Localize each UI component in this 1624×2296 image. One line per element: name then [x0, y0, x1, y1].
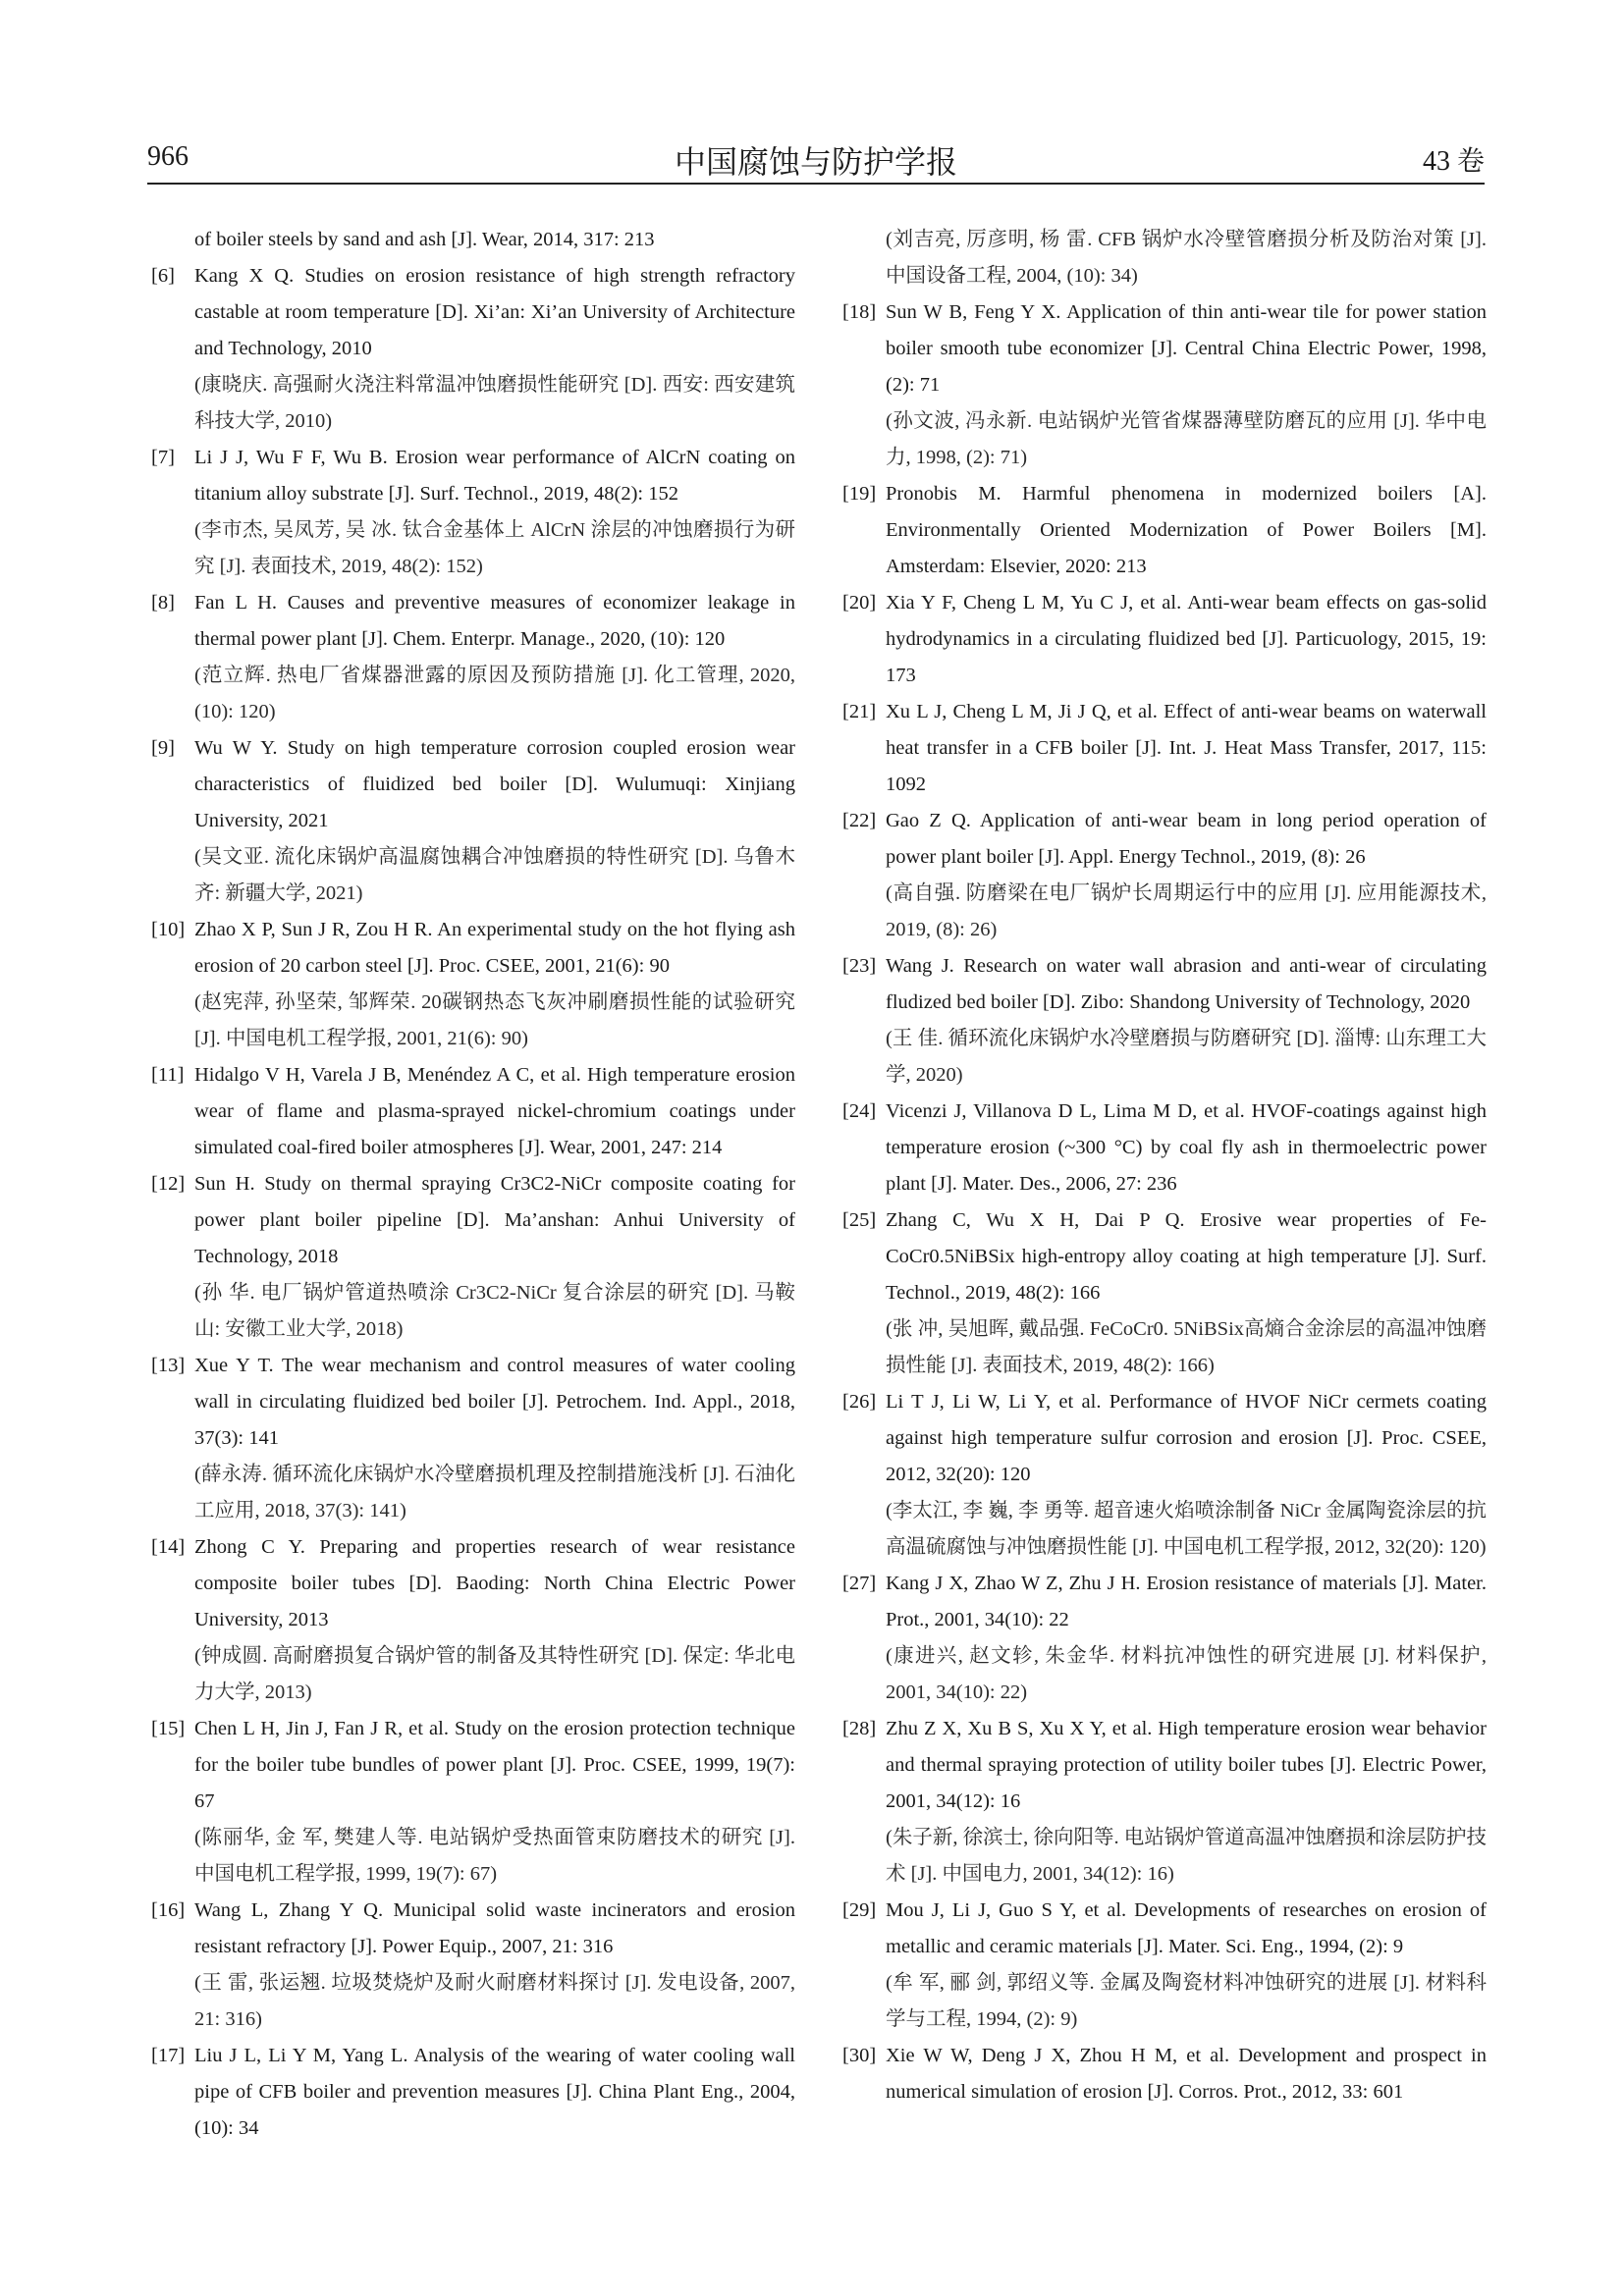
reference-number: [13] — [151, 1355, 186, 1376]
reference-chinese-text: (康晓庆. 高强耐火浇注料常温冲蚀磨损性能研究 [D]. 西安: 西安建筑科技大学, 2010) — [194, 374, 795, 432]
reference-item — [842, 1566, 1487, 1711]
reference-item — [842, 1711, 1487, 1893]
reference-english-text: Xie W W, Deng J X, Zhou H M, et al. Development and prospect in numerical simulation of erosion [J]. Corros. Prot., 2012, 33: 601 — [886, 2045, 1487, 2103]
reference-number: [28] — [842, 1718, 877, 1739]
reference-number: [10] — [151, 919, 186, 940]
reference-number: [12] — [151, 1173, 186, 1195]
reference-item — [842, 2038, 1487, 2110]
reference-chinese-text: (朱子新, 徐滨士, 徐向阳等. 电站锅炉管道高温冲蚀磨损和涂层防护技术 [J]. 中国电力, 2001, 34(12): 16) — [886, 1827, 1487, 1885]
reference-number: [15] — [151, 1718, 186, 1739]
reference-english-text: Zhu Z X, Xu B S, Xu X Y, et al. High temperature erosion wear behavior and thermal spraying protection of utility boiler tubes [J]. Electric Power, 2001, 34(12): 16 — [886, 1718, 1487, 1812]
page-header — [147, 135, 1485, 185]
reference-english-text: Fan L H. Causes and preventive measures of economizer leakage in thermal power plant [J]. Chem. Enterpr. Manage., 2020, (10): 120 — [194, 592, 795, 650]
reference-english-text: Li T J, Li W, Li Y, et al. Performance of HVOF NiCr cermets coating against high temperature sulfur corrosion and erosion [J]. Proc. CSEE, 2012, 32(20): 120 — [886, 1391, 1487, 1485]
reference-number: [16] — [151, 1899, 186, 1921]
reference-number: [21] — [842, 701, 877, 722]
reference-number: [11] — [151, 1064, 185, 1086]
reference-item — [151, 440, 795, 585]
reference-item — [842, 585, 1487, 694]
reference-number: [23] — [842, 955, 877, 977]
reference-item — [842, 222, 1487, 294]
reference-number: [24] — [842, 1100, 877, 1122]
reference-number: [22] — [842, 810, 877, 831]
reference-english-text: of boiler steels by sand and ash [J]. Wear, 2014, 317: 213 — [194, 229, 655, 250]
reference-english-text: Zhang C, Wu X H, Dai P Q. Erosive wear properties of Fe-CoCr0.5NiBSix high-entropy alloy coating at high temperature [J]. Surf. Technol., 2019, 48(2): 166 — [886, 1209, 1487, 1304]
reference-english-text: Sun H. Study on thermal spraying Cr3C2-NiCr composite coating for power plant boiler pipeline [D]. Ma’anshan: Anhui University of Technology, 2018 — [194, 1173, 795, 1267]
reference-english-text: Zhong C Y. Preparing and properties research of wear resistance composite boiler tubes [D]. Baoding: North China Electric Power University, 2013 — [194, 1536, 795, 1630]
reference-item — [842, 294, 1487, 476]
reference-english-text: Sun W B, Feng Y X. Application of thin anti-wear tile for power station boiler smooth tube economizer [J]. Central China Electric Power, 1998, (2): 71 — [886, 301, 1487, 396]
reference-chinese-text: (孙文波, 冯永新. 电站锅炉光管省煤器薄壁防磨瓦的应用 [J]. 华中电力, 1998, (2): 71) — [886, 410, 1487, 468]
reference-english-text: Xu L J, Cheng L M, Ji J Q, et al. Effect of anti-wear beams on waterwall heat transfer in a CFB boiler [J]. Int. J. Heat Mass Transfer, 2017, 115: 1092 — [886, 701, 1487, 795]
reference-chinese-text: (陈丽华, 金 军, 樊建人等. 电站锅炉受热面管束防磨技术的研究 [J]. 中国电机工程学报, 1999, 19(7): 67) — [194, 1827, 795, 1885]
reference-english-text: Gao Z Q. Application of anti-wear beam in long period operation of power plant boiler [J]. Appl. Energy Technol., 2019, (8): 26 — [886, 810, 1487, 868]
reference-item — [842, 948, 1487, 1094]
reference-item — [842, 1893, 1487, 2038]
reference-chinese-text: (赵宪萍, 孙坚荣, 邹辉荣. 20碳钢热态飞灰冲刷磨损性能的试验研究 [J]. 中国电机工程学报, 2001, 21(6): 90) — [194, 991, 795, 1049]
reference-chinese-text: (王 雷, 张运翘. 垃圾焚烧炉及耐火耐磨材料探讨 [J]. 发电设备, 2007, 21: 316) — [194, 1972, 795, 2030]
reference-item — [842, 476, 1487, 585]
reference-item — [842, 1094, 1487, 1202]
reference-item — [151, 222, 795, 258]
journal-title: 中国腐蚀与防护学报 — [674, 144, 957, 180]
reference-number: [25] — [842, 1209, 877, 1231]
reference-english-text: Kang X Q. Studies on erosion resistance of high strength refractory castable at room temperature [D]. Xi’an: Xi’an University of Architecture and Technology, 2010 — [194, 265, 795, 359]
reference-number: [19] — [842, 483, 877, 505]
reference-number: [20] — [842, 592, 877, 614]
references-left-column — [151, 222, 795, 2147]
reference-number: [8] — [151, 592, 175, 614]
reference-item — [151, 1529, 795, 1711]
reference-number: [7] — [151, 447, 175, 468]
reference-number: [18] — [842, 301, 877, 323]
reference-number: [30] — [842, 2045, 877, 2066]
reference-item — [842, 1202, 1487, 1384]
reference-chinese-text: (刘吉亮, 厉彦明, 杨 雷. CFB 锅炉水冷壁管磨损分析及防治对策 [J]. 中国设备工程, 2004, (10): 34) — [886, 229, 1487, 287]
reference-chinese-text: (牟 军, 郦 剑, 郭绍义等. 金属及陶瓷材料冲蚀研究的进展 [J]. 材料科学与工程, 1994, (2): 9) — [886, 1972, 1487, 2030]
reference-english-text: Kang J X, Zhao W Z, Zhu J H. Erosion resistance of materials [J]. Mater. Prot., 2001, 34(10): 22 — [886, 1573, 1487, 1630]
reference-item — [151, 1348, 795, 1529]
reference-english-text: Wang J. Research on water wall abrasion and anti-wear of circulating fludized bed boiler [D]. Zibo: Shandong University of Technology, 2020 — [886, 955, 1487, 1013]
reference-english-text: Vicenzi J, Villanova D L, Lima M D, et al. HVOF-coatings against high temperature erosion (~300 °C) by coal fly ash in thermoelectric power plant [J]. Mater. Des., 2006, 27: 236 — [886, 1100, 1487, 1195]
reference-item — [151, 1166, 795, 1348]
reference-chinese-text: (张 冲, 吴旭晖, 戴品强. FeCoCr0. 5NiBSix高熵合金涂层的高温冲蚀磨损性能 [J]. 表面技术, 2019, 48(2): 166) — [886, 1318, 1487, 1376]
reference-chinese-text: (范立辉. 热电厂省煤器泄露的原因及预防措施 [J]. 化工管理, 2020, (10): 120) — [194, 665, 795, 722]
reference-english-text: Pronobis M. Harmful phenomena in modernized boilers [A]. Environmentally Oriented Modernization of Power Boilers [M]. Amsterdam: Elsevier, 2020: 213 — [886, 483, 1487, 577]
reference-english-text: Liu J L, Li Y M, Yang L. Analysis of the wearing of water cooling wall pipe of CFB boiler and prevention measures [J]. China Plant Eng., 2004, (10): 34 — [194, 2045, 795, 2139]
reference-item — [151, 2038, 795, 2147]
reference-chinese-text: (薛永涛. 循环流化床锅炉水冷壁磨损机理及控制措施浅析 [J]. 石油化工应用, 2018, 37(3): 141) — [194, 1464, 795, 1522]
reference-english-text: Xia Y F, Cheng L M, Yu C J, et al. Anti-wear beam effects on gas-solid hydrodynamics in a circulating fluidized bed [J]. Particuology, 2015, 19: 173 — [886, 592, 1487, 686]
reference-number: [14] — [151, 1536, 186, 1558]
reference-number: [6] — [151, 265, 175, 287]
reference-english-text: Wu W Y. Study on high temperature corrosion coupled erosion wear characteristics of fluidized bed boiler [D]. Wulumuqi: Xinjiang University, 2021 — [194, 737, 795, 831]
reference-english-text: Li J J, Wu F F, Wu B. Erosion wear performance of AlCrN coating on titanium alloy substrate [J]. Surf. Technol., 2019, 48(2): 152 — [194, 447, 795, 505]
reference-item — [151, 730, 795, 912]
reference-chinese-text: (康进兴, 赵文轸, 朱金华. 材料抗冲蚀性的研究进展 [J]. 材料保护, 2001, 34(10): 22) — [886, 1645, 1487, 1703]
reference-chinese-text: (李太江, 李 巍, 李 勇等. 超音速火焰喷涂制备 NiCr 金属陶瓷涂层的抗高温硫腐蚀与冲蚀磨损性能 [J]. 中国电机工程学报, 2012, 32(20): 120) — [886, 1500, 1487, 1558]
reference-item — [151, 912, 795, 1057]
reference-item — [151, 1711, 795, 1893]
reference-english-text: Zhao X P, Sun J R, Zou H R. An experimental study on the hot flying ash erosion of 20 carbon steel [J]. Proc. CSEE, 2001, 21(6): 90 — [194, 919, 795, 977]
reference-item — [151, 1893, 795, 2038]
reference-english-text: Xue Y T. The wear mechanism and control measures of water cooling wall in circulating fluidized bed boiler [J]. Petrochem. Ind. Appl., 2018, 37(3): 141 — [194, 1355, 795, 1449]
volume-label: 43 卷 — [1422, 146, 1485, 177]
reference-number: [17] — [151, 2045, 186, 2066]
reference-item — [151, 585, 795, 730]
reference-number: [27] — [842, 1573, 877, 1594]
reference-english-text: Hidalgo V H, Varela J B, Menéndez A C, et al. High temperature erosion wear of flame and plasma-sprayed nickel-chromium coatings under simulated coal-fired boiler atmospheres [J]. Wear, 2001, 247: 214 — [194, 1064, 795, 1158]
reference-english-text: Chen L H, Jin J, Fan J R, et al. Study on the erosion protection technique for the boiler tube bundles of power plant [J]. Proc. CSEE, 1999, 19(7): 67 — [194, 1718, 795, 1812]
reference-item — [842, 803, 1487, 948]
page-number: 966 — [147, 141, 189, 172]
reference-chinese-text: (李市杰, 吴凤芳, 吴 冰. 钛合金基体上 AlCrN 涂层的冲蚀磨损行为研究 [J]. 表面技术, 2019, 48(2): 152) — [194, 519, 795, 577]
reference-number: [9] — [151, 737, 175, 759]
references-right-column — [842, 222, 1487, 2110]
reference-chinese-text: (钟成圆. 高耐磨损复合锅炉管的制备及其特性研究 [D]. 保定: 华北电力大学, 2013) — [194, 1645, 795, 1703]
reference-number: [26] — [842, 1391, 877, 1413]
reference-chinese-text: (孙 华. 电厂锅炉管道热喷涂 Cr3C2-NiCr 复合涂层的研究 [D]. 马鞍山: 安徽工业大学, 2018) — [194, 1282, 795, 1340]
reference-item — [842, 1384, 1487, 1566]
reference-chinese-text: (王 佳. 循环流化床锅炉水冷壁磨损与防磨研究 [D]. 淄博: 山东理工大学, 2020) — [886, 1028, 1487, 1086]
reference-chinese-text: (高自强. 防磨梁在电厂锅炉长周期运行中的应用 [J]. 应用能源技术, 2019, (8): 26) — [886, 882, 1487, 940]
reference-english-text: Mou J, Li J, Guo S Y, et al. Developments of researches on erosion of metallic and ceramic materials [J]. Mater. Sci. Eng., 1994, (2): 9 — [886, 1899, 1487, 1957]
reference-number: [29] — [842, 1899, 877, 1921]
reference-item — [842, 694, 1487, 803]
header-rule — [147, 183, 1485, 185]
reference-item — [151, 1057, 795, 1166]
reference-english-text: Wang L, Zhang Y Q. Municipal solid waste incinerators and erosion resistant refractory [J]. Power Equip., 2007, 21: 316 — [194, 1899, 795, 1957]
reference-chinese-text: (吴文亚. 流化床锅炉高温腐蚀耦合冲蚀磨损的特性研究 [D]. 乌鲁木齐: 新疆大学, 2021) — [194, 846, 795, 904]
reference-item — [151, 258, 795, 440]
